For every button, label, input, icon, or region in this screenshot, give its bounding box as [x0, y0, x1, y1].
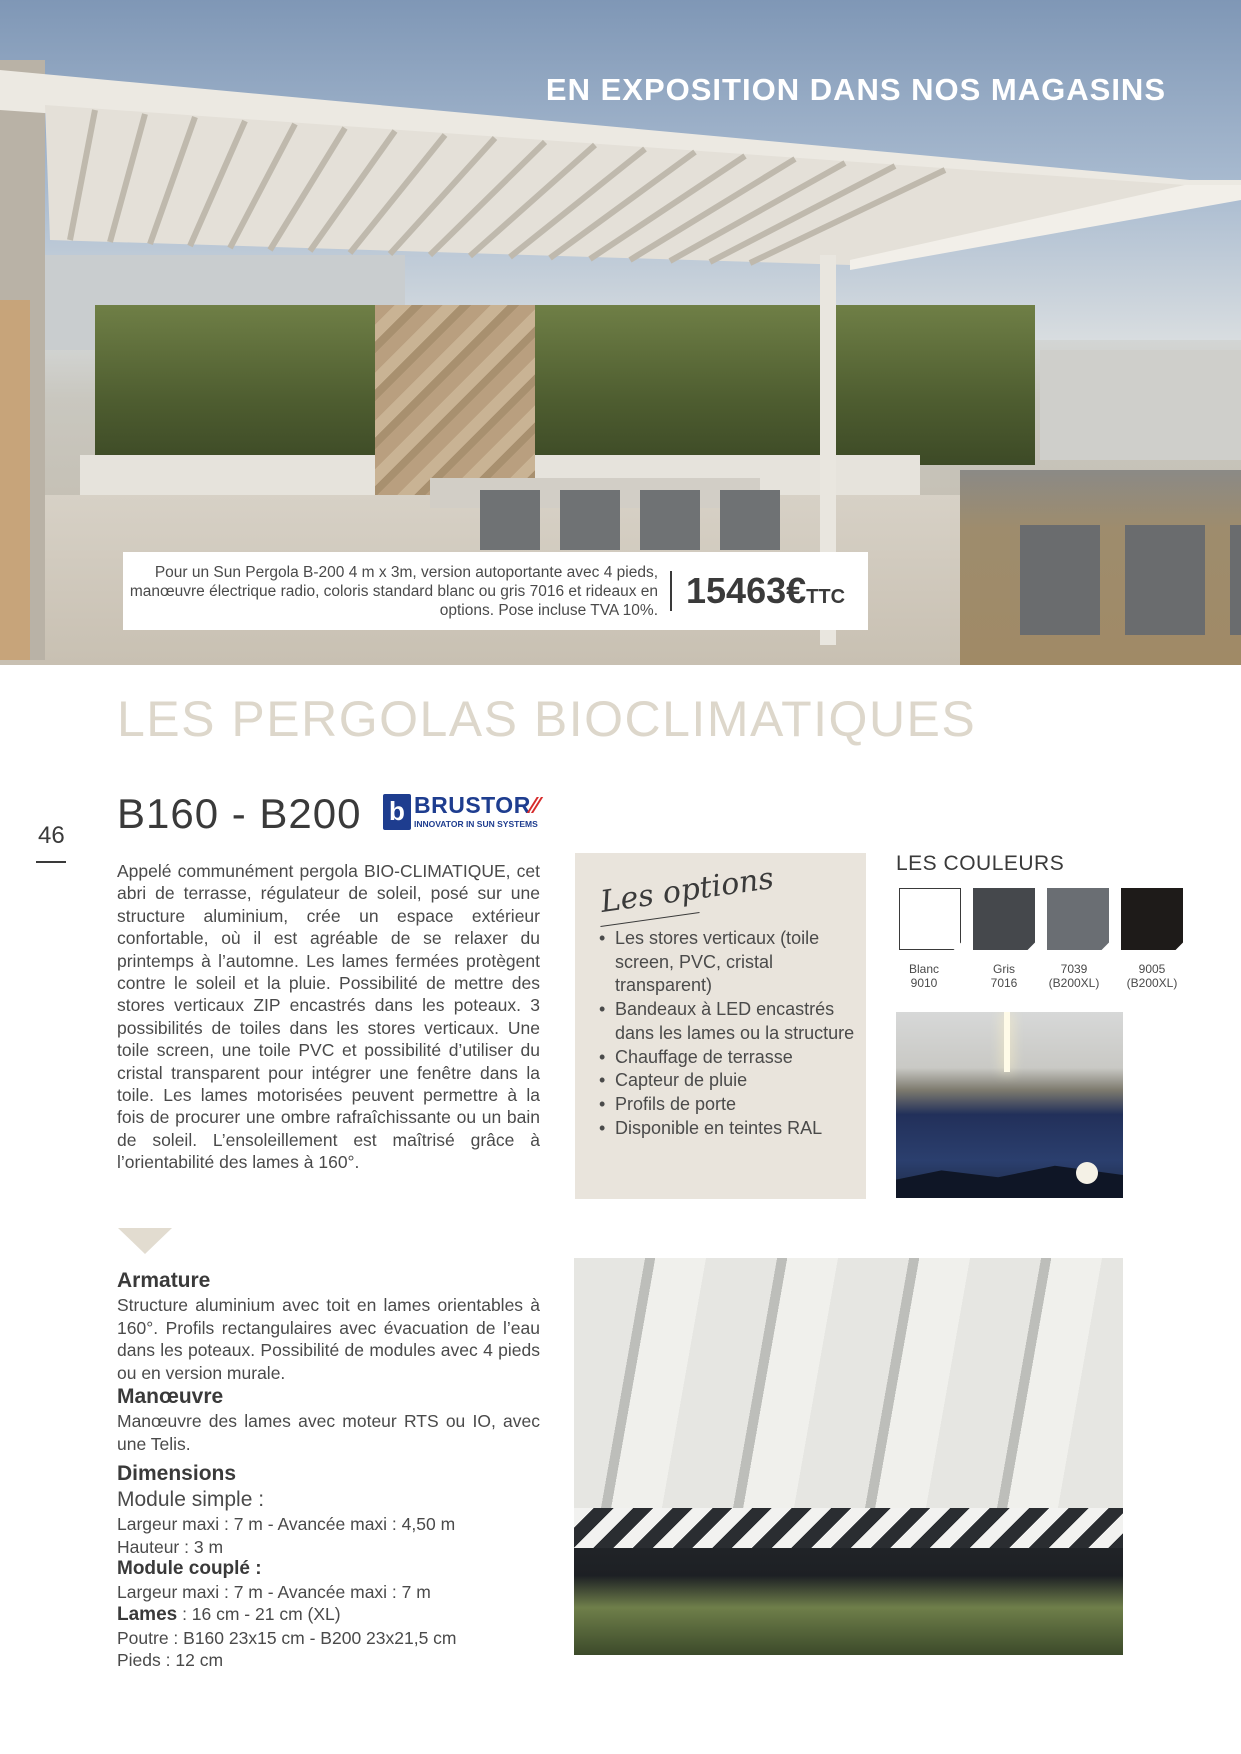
swatch-label: 9005 (B200XL)	[1126, 962, 1178, 990]
stone-shower-wall	[375, 305, 535, 505]
module-simple-line-1: Largeur maxi : 7 m - Avancée maxi : 4,50 m	[117, 1514, 456, 1534]
hedge	[95, 305, 1035, 465]
option-item: • Les stores verticaux (toile screen, PVC, cristal transparent)	[599, 927, 859, 998]
swatch-color	[1047, 888, 1109, 950]
colors-title: LES COULEURS	[896, 852, 1065, 875]
swatch-9005	[1121, 888, 1183, 950]
pergola-slats	[0, 100, 1241, 270]
led-strip	[1004, 1012, 1010, 1072]
poutre-line: Poutre : B160 23x15 cm - B200 23x21,5 cm	[117, 1627, 457, 1648]
manoeuvre-heading: Manœuvre	[117, 1385, 224, 1408]
brustor-logo	[383, 794, 548, 830]
model-title: B160 - B200	[117, 790, 362, 837]
swatch-label: Blanc 9010	[908, 962, 940, 990]
intro-paragraph: Appelé communément pergola BIO-CLIMATIQUE, cet abri de terrasse, régulateur de soleil, posé sur une structure aluminium, crée un espace extérieur confortable, où il est agréable de se relaxer du printemps à l’automne. Les lames fermées protègent contre le soleil et la pluie. Possibilité de mettre des stores verticaux ZIP encastrés dans les poteaux. 3 possibilités de toiles dans les stores verticaux. Une toile screen, une toile PVC et possibilité d’utiliser du cristal transparent pour intégrer une fenêtre dans la toile. Les lames motorisées peuvent permettre à la fois de procurer une ombre rafraîchissante ou un bain de soleil. L’ensoleillement est maîtrisé grâce à l’orientabilité des lames à 160°.	[117, 861, 540, 1173]
louvre-slats	[574, 1258, 1123, 1508]
left-cabinet	[0, 300, 30, 660]
swatch-color	[899, 888, 961, 950]
pattern-stripe	[574, 1508, 1123, 1548]
dimensions-heading: Dimensions	[117, 1462, 237, 1485]
page-number: 46	[38, 822, 65, 849]
price-amount: 15463€	[686, 570, 807, 611]
options-box	[575, 853, 866, 1199]
module-couple-label: Module couplé :	[117, 1558, 262, 1579]
brand-mark: b	[383, 794, 411, 830]
armature-text: Structure aluminium avec toit en lames orientables à 160°. Profils rectangulaires avec évacuation de l’eau dans les poteaux. Possibilité de modules avec 4 pieds ou en version murale.	[117, 1295, 540, 1383]
armature-heading: Armature	[117, 1269, 211, 1292]
module-simple-label: Module simple :	[117, 1488, 265, 1511]
manoeuvre-text: Manœuvre des lames avec moteur RTS ou IO, avec une Telis.	[117, 1411, 540, 1454]
swatch-gris-7016	[973, 888, 1035, 950]
banner-title: EN EXPOSITION DANS NOS MAGASINS	[545, 72, 1166, 107]
moon	[1076, 1162, 1098, 1184]
led-night-photo	[896, 1012, 1123, 1198]
price-box	[123, 552, 868, 630]
option-item: • Capteur de pluie	[599, 1069, 859, 1093]
swatch-7039	[1047, 888, 1109, 950]
louvres-photo	[574, 1258, 1123, 1655]
right-buildings	[1040, 350, 1241, 460]
specs-section	[117, 1268, 540, 1672]
swatch-label: 7039 (B200XL)	[1048, 962, 1100, 990]
bar-stools	[1020, 525, 1241, 635]
options-list	[599, 927, 859, 1140]
brand-name: BRUSTOR⁄⁄	[414, 792, 540, 818]
option-item: • Chauffage de terrasse	[599, 1046, 859, 1070]
pieds-line: Pieds : 12 cm	[117, 1650, 224, 1670]
lames-label: Lames	[117, 1604, 178, 1625]
swatch-blanc-9010	[899, 888, 961, 950]
lames-value: : 16 cm - 21 cm (XL)	[177, 1604, 341, 1624]
price	[672, 570, 845, 612]
swatch-color	[973, 888, 1035, 950]
price-suffix: TTC	[806, 586, 846, 608]
swatch-color	[1121, 888, 1183, 950]
lames-line	[117, 1603, 540, 1627]
option-item: • Disponible en teintes RAL	[599, 1117, 859, 1141]
option-item: • Bandeaux à LED encastrés dans les lames ou la structure	[599, 998, 859, 1045]
module-simple-line-2: Hauteur : 3 m	[117, 1536, 224, 1557]
options-title: Les options	[598, 861, 776, 920]
decorative-triangle	[118, 1228, 172, 1254]
offer-text: Pour un Sun Pergola B-200 4 m x 3m, version autoportante avec 4 pieds, manœuvre électrique radio, coloris standard blanc ou gris 7016 et rideaux en options. Pose incluse TVA 10%.	[129, 563, 658, 619]
dining-chairs	[480, 490, 800, 550]
option-item: • Profils de porte	[599, 1093, 859, 1117]
module-couple-line-1: Largeur maxi : 7 m - Avancée maxi : 7 m	[117, 1581, 431, 1602]
swatch-label: Gris 7016	[990, 962, 1018, 990]
page-title: LES PERGOLAS BIOCLIMATIQUES	[117, 691, 977, 747]
brand-tagline: INNOVATOR IN SUN SYSTEMS	[414, 819, 538, 829]
page-number-underline	[36, 861, 66, 863]
